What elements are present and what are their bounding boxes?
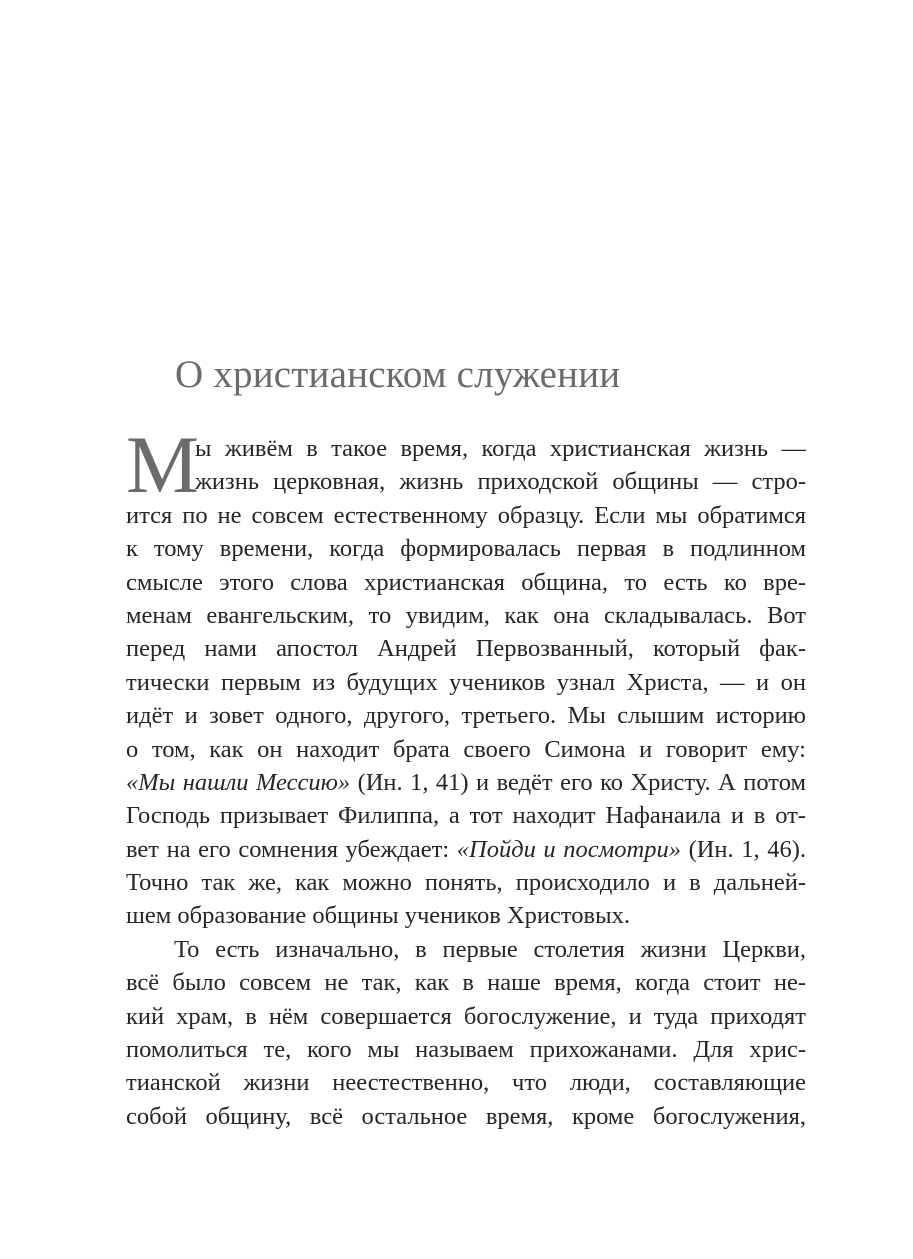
paragraph-1 (126, 419, 807, 933)
text-line: шем образование общины учеников Христовых. (126, 902, 630, 930)
text-line: Точно так же, как можно понять, происходило и в дальней- (126, 869, 806, 897)
text-line (126, 833, 806, 866)
text-line: помолиться те, кого мы называем прихожанами. Для хрис- (126, 1036, 806, 1064)
chapter-title: О христианском служении (175, 353, 621, 396)
scripture-quote: «Мы нашли Мессию» (126, 768, 351, 796)
text-line: перед нами апостол Андрей Первозванный, который фак- (126, 635, 806, 663)
text-line: о том, как он находит брата своего Симона и говорит ему: (126, 735, 806, 763)
text-line: Господь призывает Филиппа, а тот находит Нафанаила и в от- (126, 802, 806, 830)
text-line: тически первым из будущих учеников узнал Христа, — и он (126, 668, 806, 696)
text-line: всё было совсем не так, как в наше время, когда стоит не- (126, 969, 806, 997)
text-fragment: вет на его сомнения убеждает: (126, 835, 457, 863)
drop-cap-letter: М (126, 419, 199, 510)
body-text (126, 419, 807, 1133)
text-line (126, 766, 806, 799)
text-fragment: (Ин. 1, 41) и ведёт его ко Христу. А потом (350, 768, 806, 796)
text-line: жизнь церковная, жизнь приходской общины — стро- (195, 468, 806, 496)
text-line: То есть изначально, в первые столетия жизни Церкви, (174, 935, 806, 963)
text-line: тианской жизни неестественно, что люди, составляющие (126, 1069, 806, 1097)
text-fragment: (Ин. 1, 46). (680, 835, 807, 863)
text-line: смысле этого слова христианская община, то есть ко вре- (126, 568, 806, 596)
text-line: кий храм, в нём совершается богослужение, и туда приходят (126, 1002, 806, 1030)
text-line: ится по не совсем естественному образцу. Если мы обратимся (126, 501, 806, 529)
text-line: к тому времени, когда формировалась первая в подлинном (126, 535, 806, 563)
text-line: менам евангельским, то увидим, как она складывалась. Вот (126, 601, 806, 629)
text-line: идёт и зовет одного, другого, третьего. Мы слышим историю (126, 702, 806, 730)
text-line: ы живём в такое время, когда христианская жизнь — (195, 435, 806, 462)
scripture-quote: «Пойди и посмотри» (456, 835, 681, 863)
text-line: собой общину, всё остальное время, кроме богослужения, (126, 1102, 806, 1130)
paragraph-2 (126, 933, 806, 1133)
